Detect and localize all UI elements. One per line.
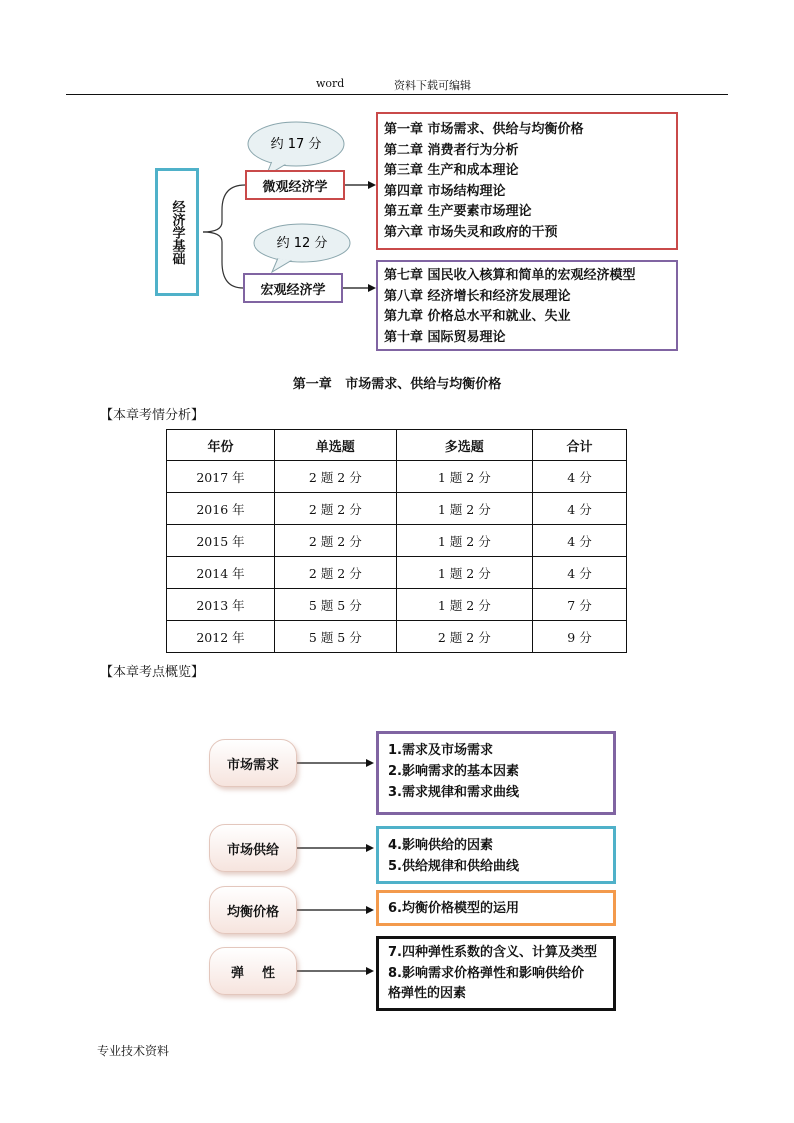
point-item: 3.需求规律和需求曲线 <box>388 785 519 800</box>
root-box <box>155 168 199 296</box>
brace-upper <box>203 185 245 232</box>
table-cell: 4 分 <box>533 525 627 557</box>
key-points-heading: 【本章考点概览】 <box>100 665 205 680</box>
chapter-item: 第五章 生产要素市场理论 <box>384 204 532 220</box>
table-row <box>167 461 627 493</box>
point-item: 4.影响供给的因素 <box>388 838 493 853</box>
table-cell: 2014 年 <box>167 557 275 589</box>
chapter-item: 第十章 国际贸易理论 <box>384 329 506 345</box>
column-header: 单选题 <box>275 430 397 461</box>
table-cell: 2017 年 <box>167 461 275 493</box>
point-item: 1.需求及市场需求 <box>388 743 493 758</box>
header-right-text: 资料下载可编辑 <box>394 79 471 92</box>
table-cell: 9 分 <box>533 621 627 653</box>
table-cell: 4 分 <box>533 493 627 525</box>
table-cell: 7 分 <box>533 589 627 621</box>
speech-bubble-micro <box>248 122 344 176</box>
table-cell: 1 题 2 分 <box>396 461 532 493</box>
micro-chapter-list <box>376 112 678 250</box>
micro-economics-label: 微观经济学 <box>262 179 328 195</box>
column-header: 多选题 <box>396 430 532 461</box>
arrow-supply <box>366 844 374 852</box>
table-row <box>167 557 627 589</box>
topic-label: 市场供给 <box>226 842 279 858</box>
table-cell: 4 分 <box>533 461 627 493</box>
exam-analysis-heading: 【本章考情分析】 <box>100 408 205 423</box>
chapter-title: 第一章 市场需求、供给与均衡价格 <box>292 377 502 392</box>
chapter-item: 第七章 国民收入核算和简单的宏观经济模型 <box>384 268 636 283</box>
macro-economics-box <box>243 273 343 303</box>
point-item: 格弹性的因素 <box>388 986 467 1001</box>
chapter-item: 第六章 市场失灵和政府的干预 <box>384 224 558 240</box>
table-cell: 1 题 2 分 <box>396 525 532 557</box>
topic-label: 弹 性 <box>230 965 276 981</box>
table-cell: 2012 年 <box>167 621 275 653</box>
point-item: 2.影响需求的基本因素 <box>388 764 519 779</box>
column-header: 年份 <box>167 430 275 461</box>
chapter-item: 第九章 价格总水平和就业、失业 <box>384 309 571 324</box>
chapter-item: 第三章 生产和成本理论 <box>384 163 519 179</box>
table-cell: 1 题 2 分 <box>396 557 532 589</box>
arrow-elasticity <box>366 967 374 975</box>
table-cell: 2 题 2 分 <box>396 621 532 653</box>
table-cell: 2 题 2 分 <box>275 493 397 525</box>
macro-chapter-list <box>376 260 678 351</box>
table-header-row <box>167 430 627 461</box>
topic-supply-points <box>376 826 616 884</box>
table-cell: 2 题 2 分 <box>275 461 397 493</box>
micro-economics-box <box>245 170 345 200</box>
topic-equilibrium-price <box>209 886 297 934</box>
topic-elasticity <box>209 947 297 995</box>
table-row <box>167 621 627 653</box>
topic-label: 均衡价格 <box>226 904 279 920</box>
chapter-item: 第二章 消费者行为分析 <box>384 142 519 158</box>
arrow-equilibrium <box>366 906 374 914</box>
table-cell: 2 题 2 分 <box>275 557 397 589</box>
topic-demand-points <box>376 731 616 815</box>
bubble-macro-text: 约 12 分 <box>276 236 328 251</box>
arrow-demand <box>366 759 374 767</box>
point-item: 8.影响需求价格弹性和影响供给价 <box>388 965 584 981</box>
point-item: 7.四种弹性系数的含义、计算及类型 <box>388 945 597 960</box>
table-cell: 2 题 2 分 <box>275 525 397 557</box>
topic-demand <box>209 739 297 787</box>
macro-economics-label: 宏观经济学 <box>260 282 326 298</box>
column-header: 合计 <box>533 430 627 461</box>
arrow-micro <box>368 181 376 189</box>
root-label: 经济学基础 <box>169 199 185 265</box>
topic-label: 市场需求 <box>226 757 279 773</box>
chapter-item: 第八章 经济增长和经济发展理论 <box>384 288 571 304</box>
table-cell: 4 分 <box>533 557 627 589</box>
table-cell: 1 题 2 分 <box>396 493 532 525</box>
table-cell: 2013 年 <box>167 589 275 621</box>
chapter-item: 第一章 市场需求、供给与均衡价格 <box>384 122 584 137</box>
exam-analysis-table <box>166 429 627 653</box>
arrow-macro <box>368 284 376 292</box>
chapter-item: 第四章 市场结构理论 <box>384 183 506 199</box>
table-row <box>167 589 627 621</box>
table-row <box>167 525 627 557</box>
table-row <box>167 493 627 525</box>
table-cell: 1 题 2 分 <box>396 589 532 621</box>
topic-equilibrium-points <box>376 890 616 926</box>
topic-elasticity-points <box>376 936 616 1011</box>
table-cell: 2016 年 <box>167 493 275 525</box>
table-cell: 2015 年 <box>167 525 275 557</box>
speech-bubble-macro <box>254 224 350 272</box>
topic-supply <box>209 824 297 872</box>
point-item: 5.供给规律和供给曲线 <box>388 859 519 874</box>
bubble-micro-text: 约 17 分 <box>270 137 322 152</box>
footer-text: 专业技术资料 <box>97 1044 170 1058</box>
table-cell: 5 题 5 分 <box>275 589 397 621</box>
point-item: 6.均衡价格模型的运用 <box>388 901 519 916</box>
brace-lower <box>203 232 243 288</box>
table-cell: 5 题 5 分 <box>275 621 397 653</box>
header-left-text: word <box>316 77 345 90</box>
